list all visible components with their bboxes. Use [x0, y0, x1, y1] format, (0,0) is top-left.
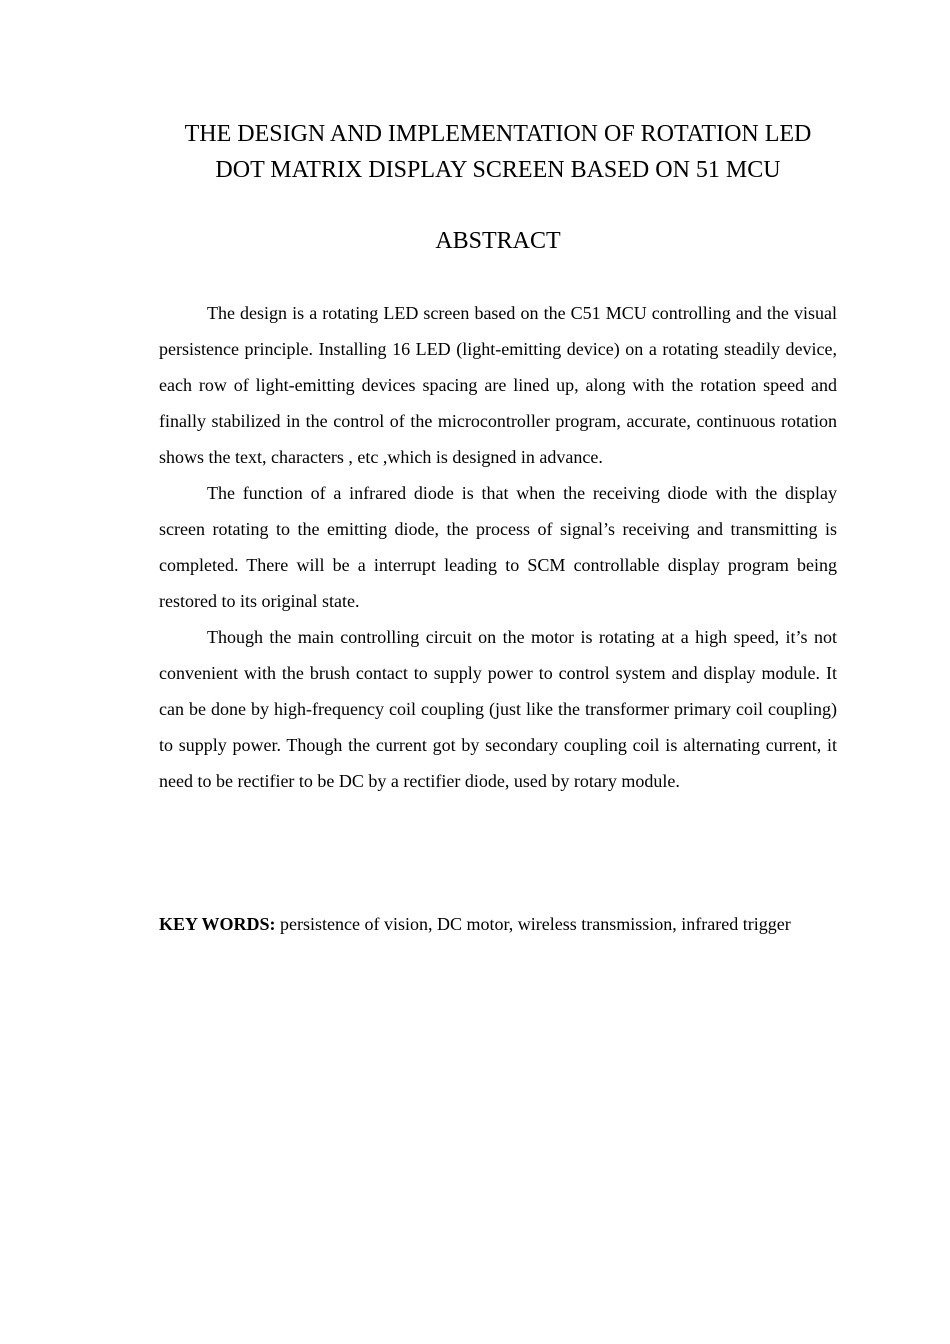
- title-line-2: DOT MATRIX DISPLAY SCREEN BASED ON 51 MCU: [215, 157, 781, 183]
- abstract-paragraph-3: Though the main controlling circuit on the motor is rotating at a high speed, it’s not convenient with the brush contact to supply power to control system and display module. It can be done by high-frequency coil coupling (just like the transformer primary coil coupling) to supply power. Though the current got by secondary coupling coil is alternating current, it need to be rectifier to be DC by a rectifier diode, used by rotary module.: [159, 627, 837, 791]
- document-title: [140, 116, 856, 188]
- keywords-label: KEY WORDS:: [159, 914, 276, 934]
- abstract-body: [159, 295, 837, 799]
- title-line-1: THE DESIGN AND IMPLEMENTATION OF ROTATION LED: [184, 121, 812, 147]
- abstract-paragraph-1: The design is a rotating LED screen based on the C51 MCU controlling and the visual persistence principle. Installing 16 LED (light-emitting device) on a rotating steadily device, each row of light-emitting devices spacing are lined up, along with the rotation speed and finally stabilized in the control of the microcontroller program, accurate, continuous rotation shows the text, characters , etc ,which is designed in advance.: [159, 303, 837, 467]
- abstract-heading: ABSTRACT: [435, 228, 561, 254]
- keywords-line: [159, 906, 859, 942]
- abstract-paragraph-2: The function of a infrared diode is that when the receiving diode with the display screen rotating to the emitting diode, the process of signal’s receiving and transmitting is completed. There will be a interrupt leading to SCM controllable display program being restored to its original state.: [159, 483, 837, 611]
- keywords-text: persistence of vision, DC motor, wireless transmission, infrared trigger: [275, 914, 791, 934]
